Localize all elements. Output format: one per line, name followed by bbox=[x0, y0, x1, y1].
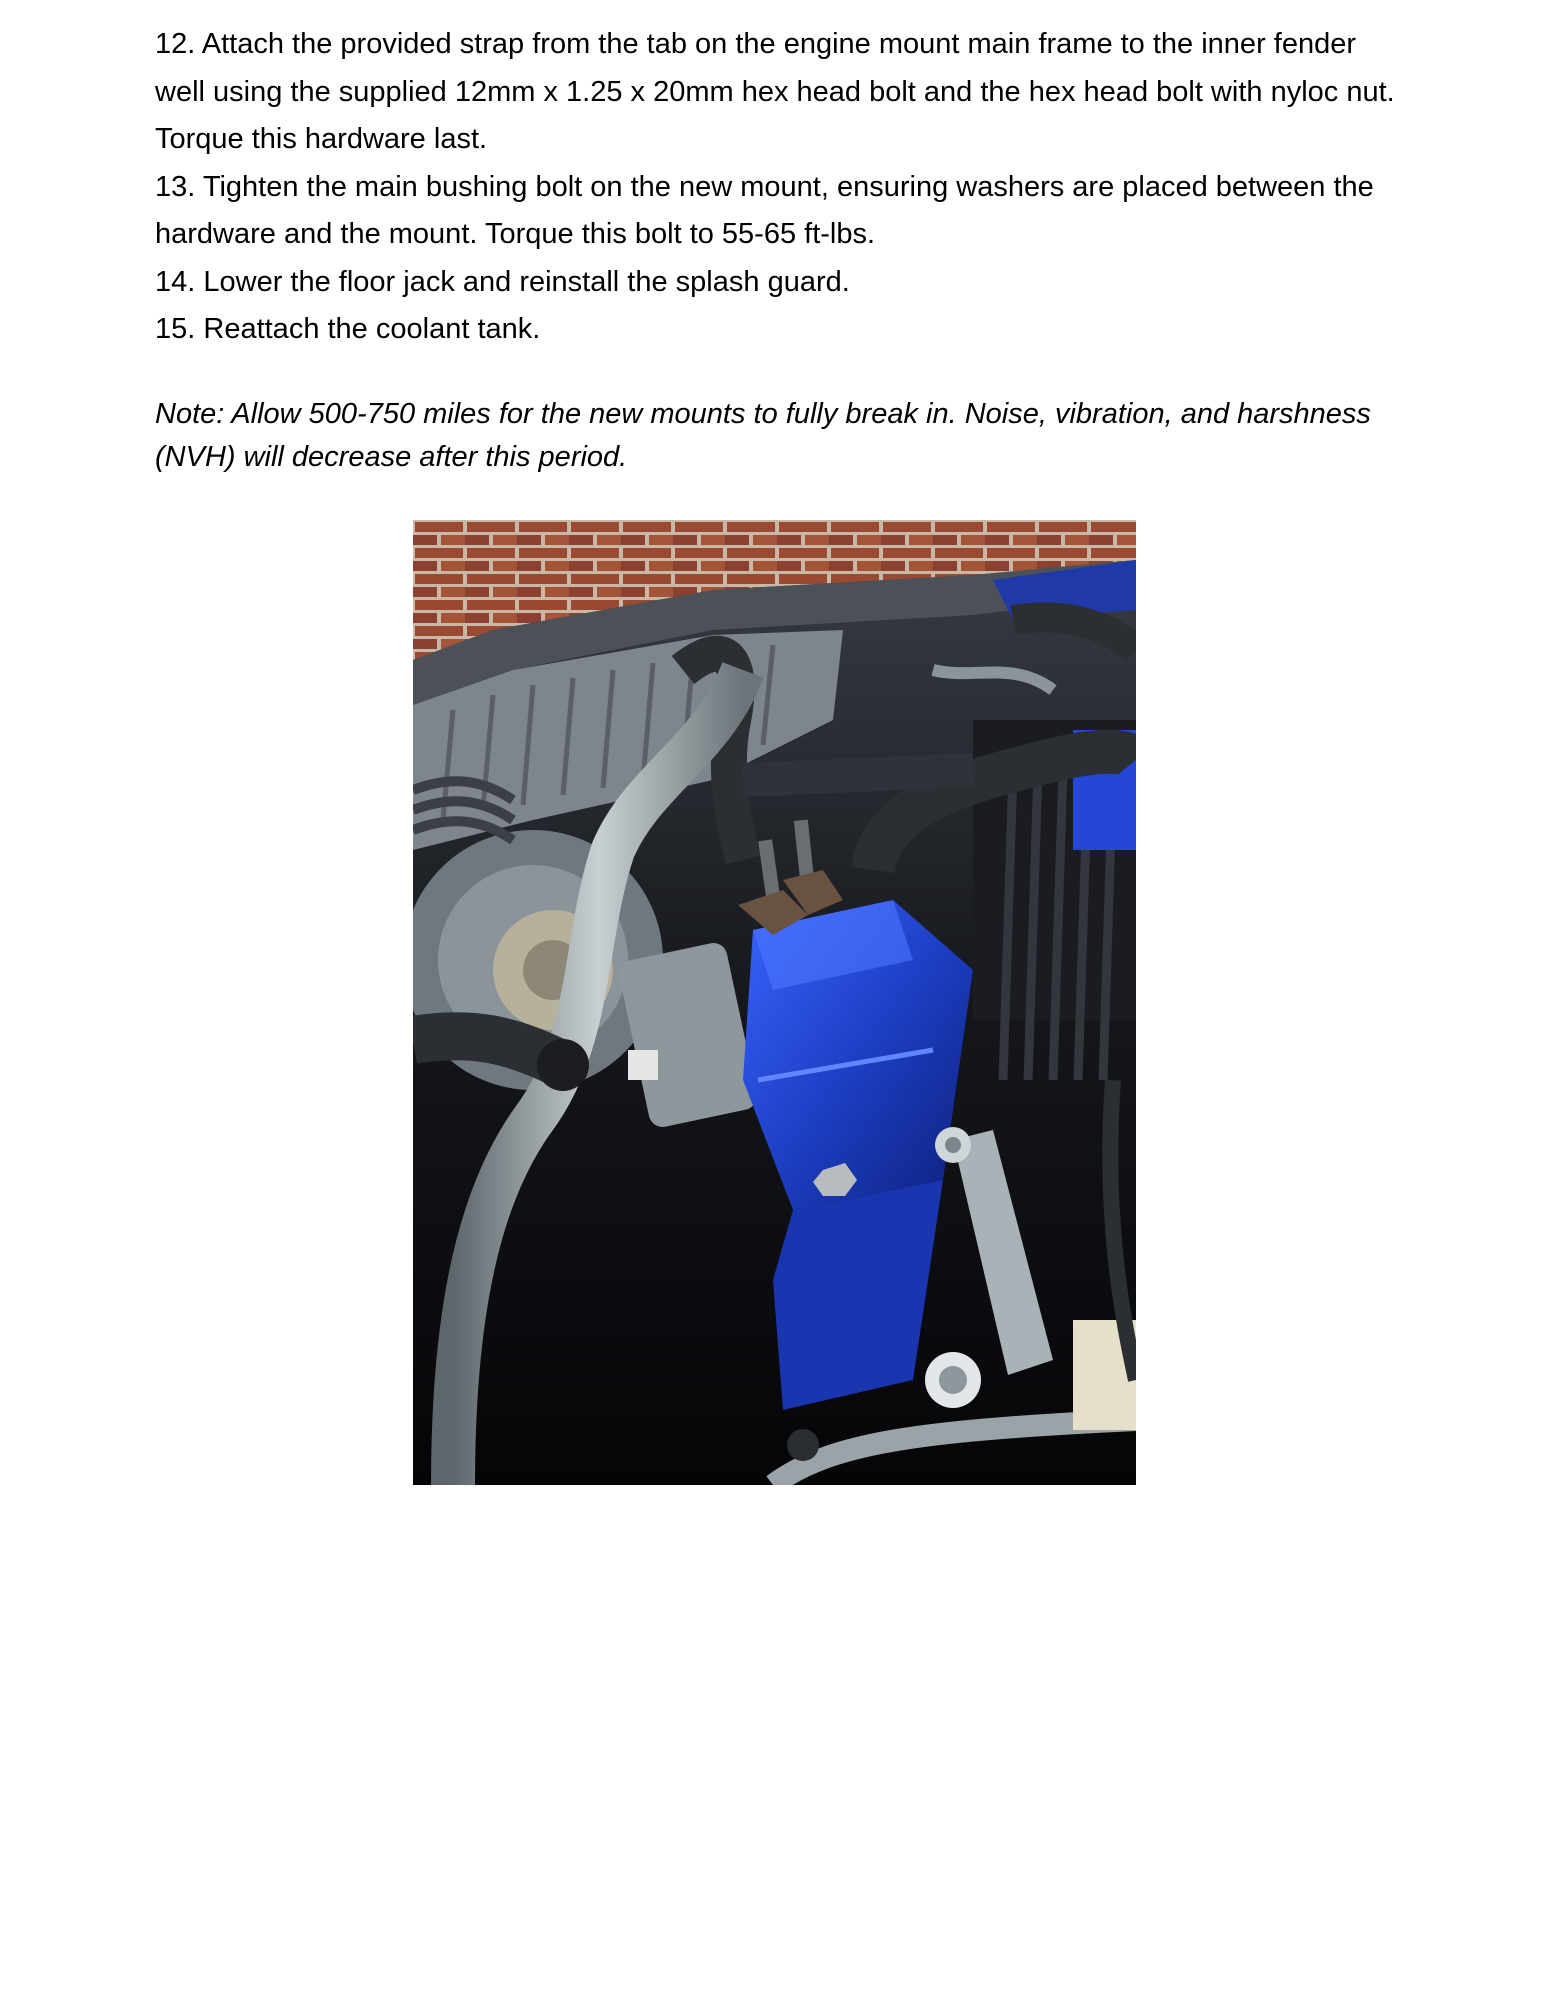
step-15: 15. Reattach the coolant tank. bbox=[155, 313, 541, 345]
instruction-steps bbox=[155, 21, 1395, 354]
break-in-note: Note: Allow 500-750 miles for the new mounts to fully break in. Noise, vibration, and harshness (NVH) will decrease after this period. bbox=[155, 398, 1371, 473]
step-12: 12. Attach the provided strap from the tab on the engine mount main frame to the inner fender well using the supplied 12mm x 1.25 x 20mm hex head bolt and the hex head bolt with nyloc nut. Torque this hardware last. bbox=[155, 28, 1395, 155]
step-14: 14. Lower the floor jack and reinstall the splash guard. bbox=[155, 265, 850, 298]
engine-bay-photo bbox=[413, 520, 1136, 1485]
step-13: 13. Tighten the main bushing bolt on the new mount, ensuring washers are placed between the hardware and the mount. Torque this bolt to 55-65 ft-lbs. bbox=[155, 170, 1374, 250]
engine-bay-illustration bbox=[413, 520, 1136, 1485]
